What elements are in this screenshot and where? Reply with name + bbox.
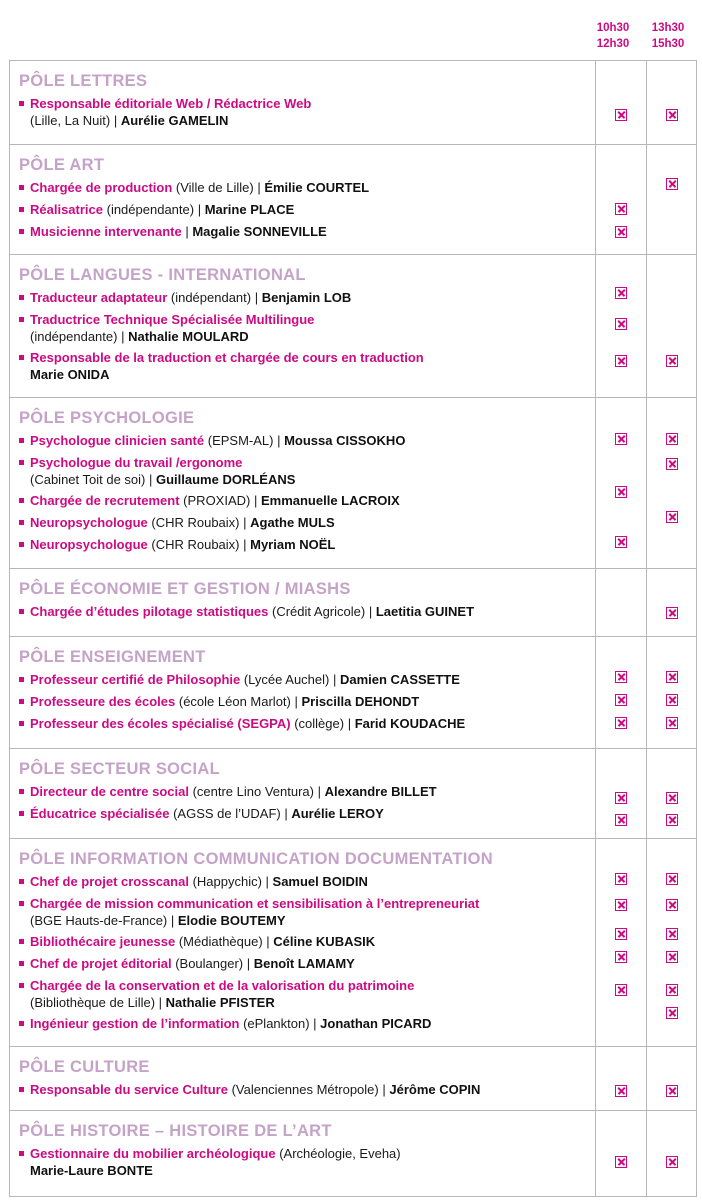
- list-item: [19, 1145, 589, 1179]
- organization: (BGE Hauts-de-France): [30, 913, 168, 928]
- checkbox-slot-1-icon[interactable]: [615, 671, 627, 683]
- list-item: [19, 873, 589, 890]
- job-title: Professeur des écoles spécialisé (SEGPA): [30, 716, 291, 731]
- separator: |: [280, 806, 292, 821]
- entry-line-continued: [19, 328, 589, 345]
- time-slot-1-header: [590, 20, 636, 52]
- section-0: [9, 60, 697, 145]
- list-item: [19, 977, 589, 1011]
- time-slot-1-end: 12h30: [596, 38, 630, 50]
- separator: |: [251, 290, 262, 305]
- person-name: Elodie BOUTEMY: [177, 913, 286, 928]
- column-divider: [595, 637, 596, 748]
- organization: (indépendant): [167, 290, 252, 305]
- column-divider: [646, 839, 647, 1046]
- entry-line-continued: [19, 1162, 589, 1179]
- separator: |: [117, 329, 129, 344]
- column-divider: [595, 749, 596, 838]
- section-2: [9, 255, 697, 398]
- entry-line: [19, 895, 589, 912]
- bullet-icon: [19, 721, 24, 726]
- column-divider: [646, 398, 647, 568]
- section-9: [9, 1111, 697, 1197]
- entry-line: [19, 671, 589, 688]
- organization: (Crédit Agricole): [268, 604, 366, 619]
- person-name: Agathe MULS: [250, 515, 335, 530]
- separator: |: [167, 913, 178, 928]
- organization: (CHR Roubaix): [147, 537, 240, 552]
- checkbox-slot-2-icon[interactable]: [666, 607, 678, 619]
- list-item: [19, 201, 589, 218]
- entry-line: [19, 1015, 589, 1032]
- list-item: [19, 1015, 589, 1032]
- entry-line: [19, 873, 589, 890]
- person-name: Nathalie MOULARD: [128, 329, 249, 344]
- checkbox-slot-2-icon[interactable]: [666, 433, 678, 445]
- column-divider: [646, 1111, 647, 1196]
- checkbox-slot-1-icon[interactable]: [615, 717, 627, 729]
- person-name: Laetitia GUINET: [375, 604, 475, 619]
- schedule-table: [9, 60, 697, 1197]
- separator: |: [261, 874, 273, 889]
- person-name: Marine PLACE: [204, 202, 295, 217]
- job-title: Professeure des écoles: [30, 694, 176, 709]
- separator: |: [290, 694, 302, 709]
- checkbox-slot-2-icon[interactable]: [666, 109, 678, 121]
- separator: |: [239, 537, 251, 552]
- list-item: [19, 536, 589, 553]
- entry-line: [19, 805, 589, 822]
- job-title: Gestionnaire du mobilier archéologique: [30, 1146, 276, 1161]
- person-name: Nathalie PFISTER: [165, 995, 275, 1010]
- person-name: Céline KUBASIK: [273, 934, 376, 949]
- checkbox-slot-2-icon[interactable]: [666, 458, 678, 470]
- checkbox-slot-1-icon[interactable]: [615, 873, 627, 885]
- column-divider: [595, 61, 596, 144]
- section-6: [9, 749, 697, 839]
- checkbox-slot-2-icon[interactable]: [666, 1156, 678, 1168]
- checkbox-slot-1-icon[interactable]: [615, 287, 627, 299]
- entry-line: [19, 179, 589, 196]
- entry-line-continued: [19, 912, 589, 929]
- organization: (AGSS de l’UDAF): [169, 806, 281, 821]
- job-title: Réalisatrice: [30, 202, 103, 217]
- list-item: [19, 693, 589, 710]
- organization: (Boulanger): [171, 956, 244, 971]
- checkbox-slot-1-icon[interactable]: [615, 433, 627, 445]
- entry-line: [19, 432, 589, 449]
- separator: |: [239, 515, 251, 530]
- column-divider: [646, 749, 647, 838]
- entry-line: [19, 514, 589, 531]
- bullet-icon: [19, 1151, 24, 1156]
- person-name: Benjamin LOB: [261, 290, 352, 305]
- checkbox-slot-2-icon[interactable]: [666, 951, 678, 963]
- job-title: Responsable du service Culture: [30, 1082, 228, 1097]
- list-item: [19, 454, 589, 488]
- person-name: Marie-Laure BONTE: [30, 1163, 153, 1178]
- entry-line: [19, 783, 589, 800]
- separator: |: [329, 672, 340, 687]
- job-title: Responsable de la traduction et chargée de cours en traduction: [30, 350, 424, 365]
- checkbox-slot-1-icon[interactable]: [615, 951, 627, 963]
- column-divider: [646, 255, 647, 397]
- separator: |: [250, 493, 261, 508]
- header: [0, 0, 702, 60]
- entry-line-continued: [19, 112, 589, 129]
- section-title: PÔLE HISTOIRE – HISTOIRE DE L’ART: [19, 1122, 332, 1140]
- checkbox-slot-2-icon[interactable]: [666, 1007, 678, 1019]
- organization: (indépendante): [30, 329, 118, 344]
- bullet-icon: [19, 542, 24, 547]
- bullet-icon: [19, 520, 24, 525]
- organization: (indépendante): [103, 202, 195, 217]
- entry-line: [19, 349, 589, 366]
- person-name: Samuel BOIDIN: [272, 874, 368, 889]
- job-title: Responsable éditoriale Web / Rédactrice Web: [30, 96, 312, 111]
- person-name: Jonathan PICARD: [320, 1016, 432, 1031]
- checkbox-slot-2-icon[interactable]: [666, 1085, 678, 1097]
- checkbox-slot-1-icon[interactable]: [615, 203, 627, 215]
- bullet-icon: [19, 789, 24, 794]
- bullet-icon: [19, 1021, 24, 1026]
- section-3: [9, 398, 697, 569]
- job-title: Chargée de mission communication et sensibilisation à l’entrepreneuriat: [30, 896, 480, 911]
- list-item: [19, 311, 589, 345]
- list-item: [19, 671, 589, 688]
- entry-line-continued: [19, 994, 589, 1011]
- list-item: [19, 349, 589, 383]
- checkbox-slot-1-icon[interactable]: [615, 899, 627, 911]
- bullet-icon: [19, 901, 24, 906]
- job-title: Éducatrice spécialisée: [30, 806, 170, 821]
- organization: (EPSM-AL): [204, 433, 274, 448]
- checkbox-slot-2-icon[interactable]: [666, 928, 678, 940]
- bullet-icon: [19, 355, 24, 360]
- checkbox-slot-2-icon[interactable]: [666, 899, 678, 911]
- job-title: Professeur certifié de Philosophie: [30, 672, 241, 687]
- person-name: Emmanuelle LACROIX: [260, 493, 400, 508]
- job-title: Psychologue du travail /ergonome: [30, 455, 243, 470]
- person-name: Priscilla DEHONDT: [301, 694, 420, 709]
- list-item: [19, 1081, 589, 1098]
- checkbox-slot-1-icon[interactable]: [615, 318, 627, 330]
- time-slot-1-start: 10h30: [596, 22, 630, 34]
- list-item: [19, 492, 589, 509]
- bullet-icon: [19, 438, 24, 443]
- checkbox-slot-2-icon[interactable]: [666, 984, 678, 996]
- entry-line: [19, 95, 589, 112]
- separator: |: [365, 604, 376, 619]
- separator: |: [378, 1082, 390, 1097]
- bullet-icon: [19, 699, 24, 704]
- checkbox-slot-1-icon[interactable]: [615, 792, 627, 804]
- job-title: Neuropsychologue: [30, 515, 148, 530]
- section-title: PÔLE LETTRES: [19, 72, 148, 90]
- time-slot-2-start: 13h30: [651, 22, 685, 34]
- checkbox-slot-1-icon[interactable]: [615, 694, 627, 706]
- separator: |: [194, 202, 205, 217]
- entry-line: [19, 955, 589, 972]
- checkbox-slot-2-icon[interactable]: [666, 671, 678, 683]
- person-name: Aurélie LEROY: [291, 806, 384, 821]
- list-item: [19, 603, 589, 620]
- entry-line-continued: [19, 366, 589, 383]
- section-title: PÔLE PSYCHOLOGIE: [19, 409, 195, 427]
- column-divider: [646, 1047, 647, 1110]
- job-title: Bibliothécaire jeunesse: [30, 934, 176, 949]
- section-4: [9, 569, 697, 637]
- checkbox-slot-2-icon[interactable]: [666, 178, 678, 190]
- column-divider: [595, 255, 596, 397]
- bullet-icon: [19, 983, 24, 988]
- checkbox-slot-1-icon[interactable]: [615, 486, 627, 498]
- bullet-icon: [19, 185, 24, 190]
- entry-line: [19, 454, 589, 471]
- time-slot-2-header: [645, 20, 691, 52]
- checkbox-slot-2-icon[interactable]: [666, 355, 678, 367]
- column-divider: [595, 1047, 596, 1110]
- organization: (Bibliothèque de Lille): [30, 995, 156, 1010]
- list-item: [19, 223, 589, 240]
- bullet-icon: [19, 939, 24, 944]
- checkbox-slot-2-icon[interactable]: [666, 694, 678, 706]
- entry-line: [19, 715, 589, 732]
- entry-line: [19, 223, 589, 240]
- bullet-icon: [19, 961, 24, 966]
- separator: |: [314, 784, 325, 799]
- checkbox-slot-1-icon[interactable]: [615, 928, 627, 940]
- organization: (collège): [290, 716, 345, 731]
- organization: (Lille, La Nuit): [30, 113, 111, 128]
- job-title: Chargée d’études pilotage statistiques: [30, 604, 269, 619]
- job-title: Ingénieur gestion de l’information: [30, 1016, 240, 1031]
- organization: (PROXIAD): [179, 493, 251, 508]
- person-name: Moussa CISSOKHO: [284, 433, 406, 448]
- organization: (centre Lino Ventura): [188, 784, 314, 799]
- separator: |: [309, 1016, 321, 1031]
- checkbox-slot-2-icon[interactable]: [666, 814, 678, 826]
- person-name: Marie ONIDA: [30, 367, 110, 382]
- bullet-icon: [19, 498, 24, 503]
- entry-line: [19, 201, 589, 218]
- list-item: [19, 432, 589, 449]
- section-title: PÔLE SECTEUR SOCIAL: [19, 760, 220, 778]
- bullet-icon: [19, 101, 24, 106]
- separator: |: [344, 716, 355, 731]
- list-item: [19, 955, 589, 972]
- person-name: Benoît LAMAMY: [253, 956, 355, 971]
- organization: (Médiathèque): [175, 934, 263, 949]
- list-item: [19, 895, 589, 929]
- section-7: [9, 839, 697, 1047]
- checkbox-slot-2-icon[interactable]: [666, 792, 678, 804]
- entry-line: [19, 693, 589, 710]
- list-item: [19, 715, 589, 732]
- person-name: Myriam NOËL: [250, 537, 336, 552]
- entry-line: [19, 603, 589, 620]
- entry-line-continued: [19, 471, 589, 488]
- bullet-icon: [19, 295, 24, 300]
- column-divider: [646, 569, 647, 636]
- job-title: Psychologue clinicien santé: [30, 433, 205, 448]
- entry-line: [19, 1145, 589, 1162]
- person-name: Farid KOUDACHE: [354, 716, 466, 731]
- job-title: Neuropsychologue: [30, 537, 148, 552]
- column-divider: [595, 839, 596, 1046]
- section-title: PÔLE INFORMATION COMMUNICATION DOCUMENTATION: [19, 850, 493, 868]
- organization: (Lycée Auchel): [240, 672, 330, 687]
- separator: |: [253, 180, 265, 195]
- job-title: Traducteur adaptateur: [30, 290, 168, 305]
- job-title: Directeur de centre social: [30, 784, 189, 799]
- organization: (Cabinet Toit de soi): [30, 472, 146, 487]
- section-5: [9, 637, 697, 749]
- person-name: Magalie SONNEVILLE: [192, 224, 327, 239]
- column-divider: [646, 145, 647, 254]
- job-title: Chef de projet crosscanal: [30, 874, 189, 889]
- bullet-icon: [19, 317, 24, 322]
- bullet-icon: [19, 609, 24, 614]
- person-name: Alexandre BILLET: [324, 784, 437, 799]
- bullet-icon: [19, 879, 24, 884]
- person-name: Jérôme COPIN: [389, 1082, 481, 1097]
- section-8: [9, 1047, 697, 1111]
- job-title: Chargée de recrutement: [30, 493, 180, 508]
- person-name: Émilie COURTEL: [264, 180, 370, 195]
- bullet-icon: [19, 1087, 24, 1092]
- bullet-icon: [19, 207, 24, 212]
- separator: |: [273, 433, 285, 448]
- organization: (Ville de Lille): [172, 180, 254, 195]
- separator: |: [155, 995, 166, 1010]
- bullet-icon: [19, 677, 24, 682]
- entry-line: [19, 289, 589, 306]
- entry-line: [19, 536, 589, 553]
- checkbox-slot-2-icon[interactable]: [666, 511, 678, 523]
- section-title: PÔLE ÉCONOMIE ET GESTION / MIASHS: [19, 580, 351, 598]
- checkbox-slot-1-icon[interactable]: [615, 984, 627, 996]
- column-divider: [595, 1111, 596, 1196]
- checkbox-slot-1-icon[interactable]: [615, 814, 627, 826]
- checkbox-slot-1-icon[interactable]: [615, 226, 627, 238]
- column-divider: [595, 145, 596, 254]
- separator: |: [181, 224, 193, 239]
- list-item: [19, 933, 589, 950]
- entry-line: [19, 492, 589, 509]
- section-1: [9, 145, 697, 255]
- checkbox-slot-1-icon[interactable]: [615, 1156, 627, 1168]
- entry-line: [19, 311, 589, 328]
- list-item: [19, 289, 589, 306]
- section-title: PÔLE ENSEIGNEMENT: [19, 648, 206, 666]
- job-title: Musicienne intervenante: [30, 224, 182, 239]
- organization: (Valenciennes Métropole): [227, 1082, 379, 1097]
- checkbox-slot-1-icon[interactable]: [615, 109, 627, 121]
- job-title: Chef de projet éditorial: [30, 956, 172, 971]
- list-item: [19, 805, 589, 822]
- bullet-icon: [19, 229, 24, 234]
- section-title: PÔLE LANGUES - INTERNATIONAL: [19, 266, 306, 284]
- organization: (CHR Roubaix): [147, 515, 240, 530]
- organization: (Happychic): [188, 874, 262, 889]
- list-item: [19, 179, 589, 196]
- organization: (ePlankton): [239, 1016, 310, 1031]
- column-divider: [646, 637, 647, 748]
- person-name: Aurélie GAMELIN: [120, 113, 229, 128]
- job-title: Traductrice Technique Spécialisée Multilingue: [30, 312, 315, 327]
- bullet-icon: [19, 460, 24, 465]
- checkbox-slot-2-icon[interactable]: [666, 873, 678, 885]
- checkbox-slot-1-icon[interactable]: [615, 1085, 627, 1097]
- column-divider: [646, 61, 647, 144]
- section-title: PÔLE ART: [19, 156, 105, 174]
- bullet-icon: [19, 811, 24, 816]
- time-slot-2-end: 15h30: [651, 38, 685, 50]
- checkbox-slot-1-icon[interactable]: [615, 536, 627, 548]
- person-name: Damien CASSETTE: [339, 672, 460, 687]
- entry-line: [19, 1081, 589, 1098]
- section-title: PÔLE CULTURE: [19, 1058, 150, 1076]
- person-name: Guillaume DORLÉANS: [155, 472, 296, 487]
- list-item: [19, 783, 589, 800]
- separator: |: [262, 934, 274, 949]
- job-title: Chargée de la conservation et de la valorisation du patrimoine: [30, 978, 415, 993]
- entry-line: [19, 977, 589, 994]
- separator: |: [145, 472, 156, 487]
- separator: |: [243, 956, 254, 971]
- checkbox-slot-2-icon[interactable]: [666, 717, 678, 729]
- column-divider: [595, 569, 596, 636]
- entry-line: [19, 933, 589, 950]
- list-item: [19, 95, 589, 129]
- organization: (école Léon Marlot): [175, 694, 291, 709]
- job-title: Chargée de production: [30, 180, 173, 195]
- organization: (Archéologie, Eveha): [275, 1146, 401, 1161]
- list-item: [19, 514, 589, 531]
- checkbox-slot-1-icon[interactable]: [615, 355, 627, 367]
- column-divider: [595, 398, 596, 568]
- separator: |: [110, 113, 121, 128]
